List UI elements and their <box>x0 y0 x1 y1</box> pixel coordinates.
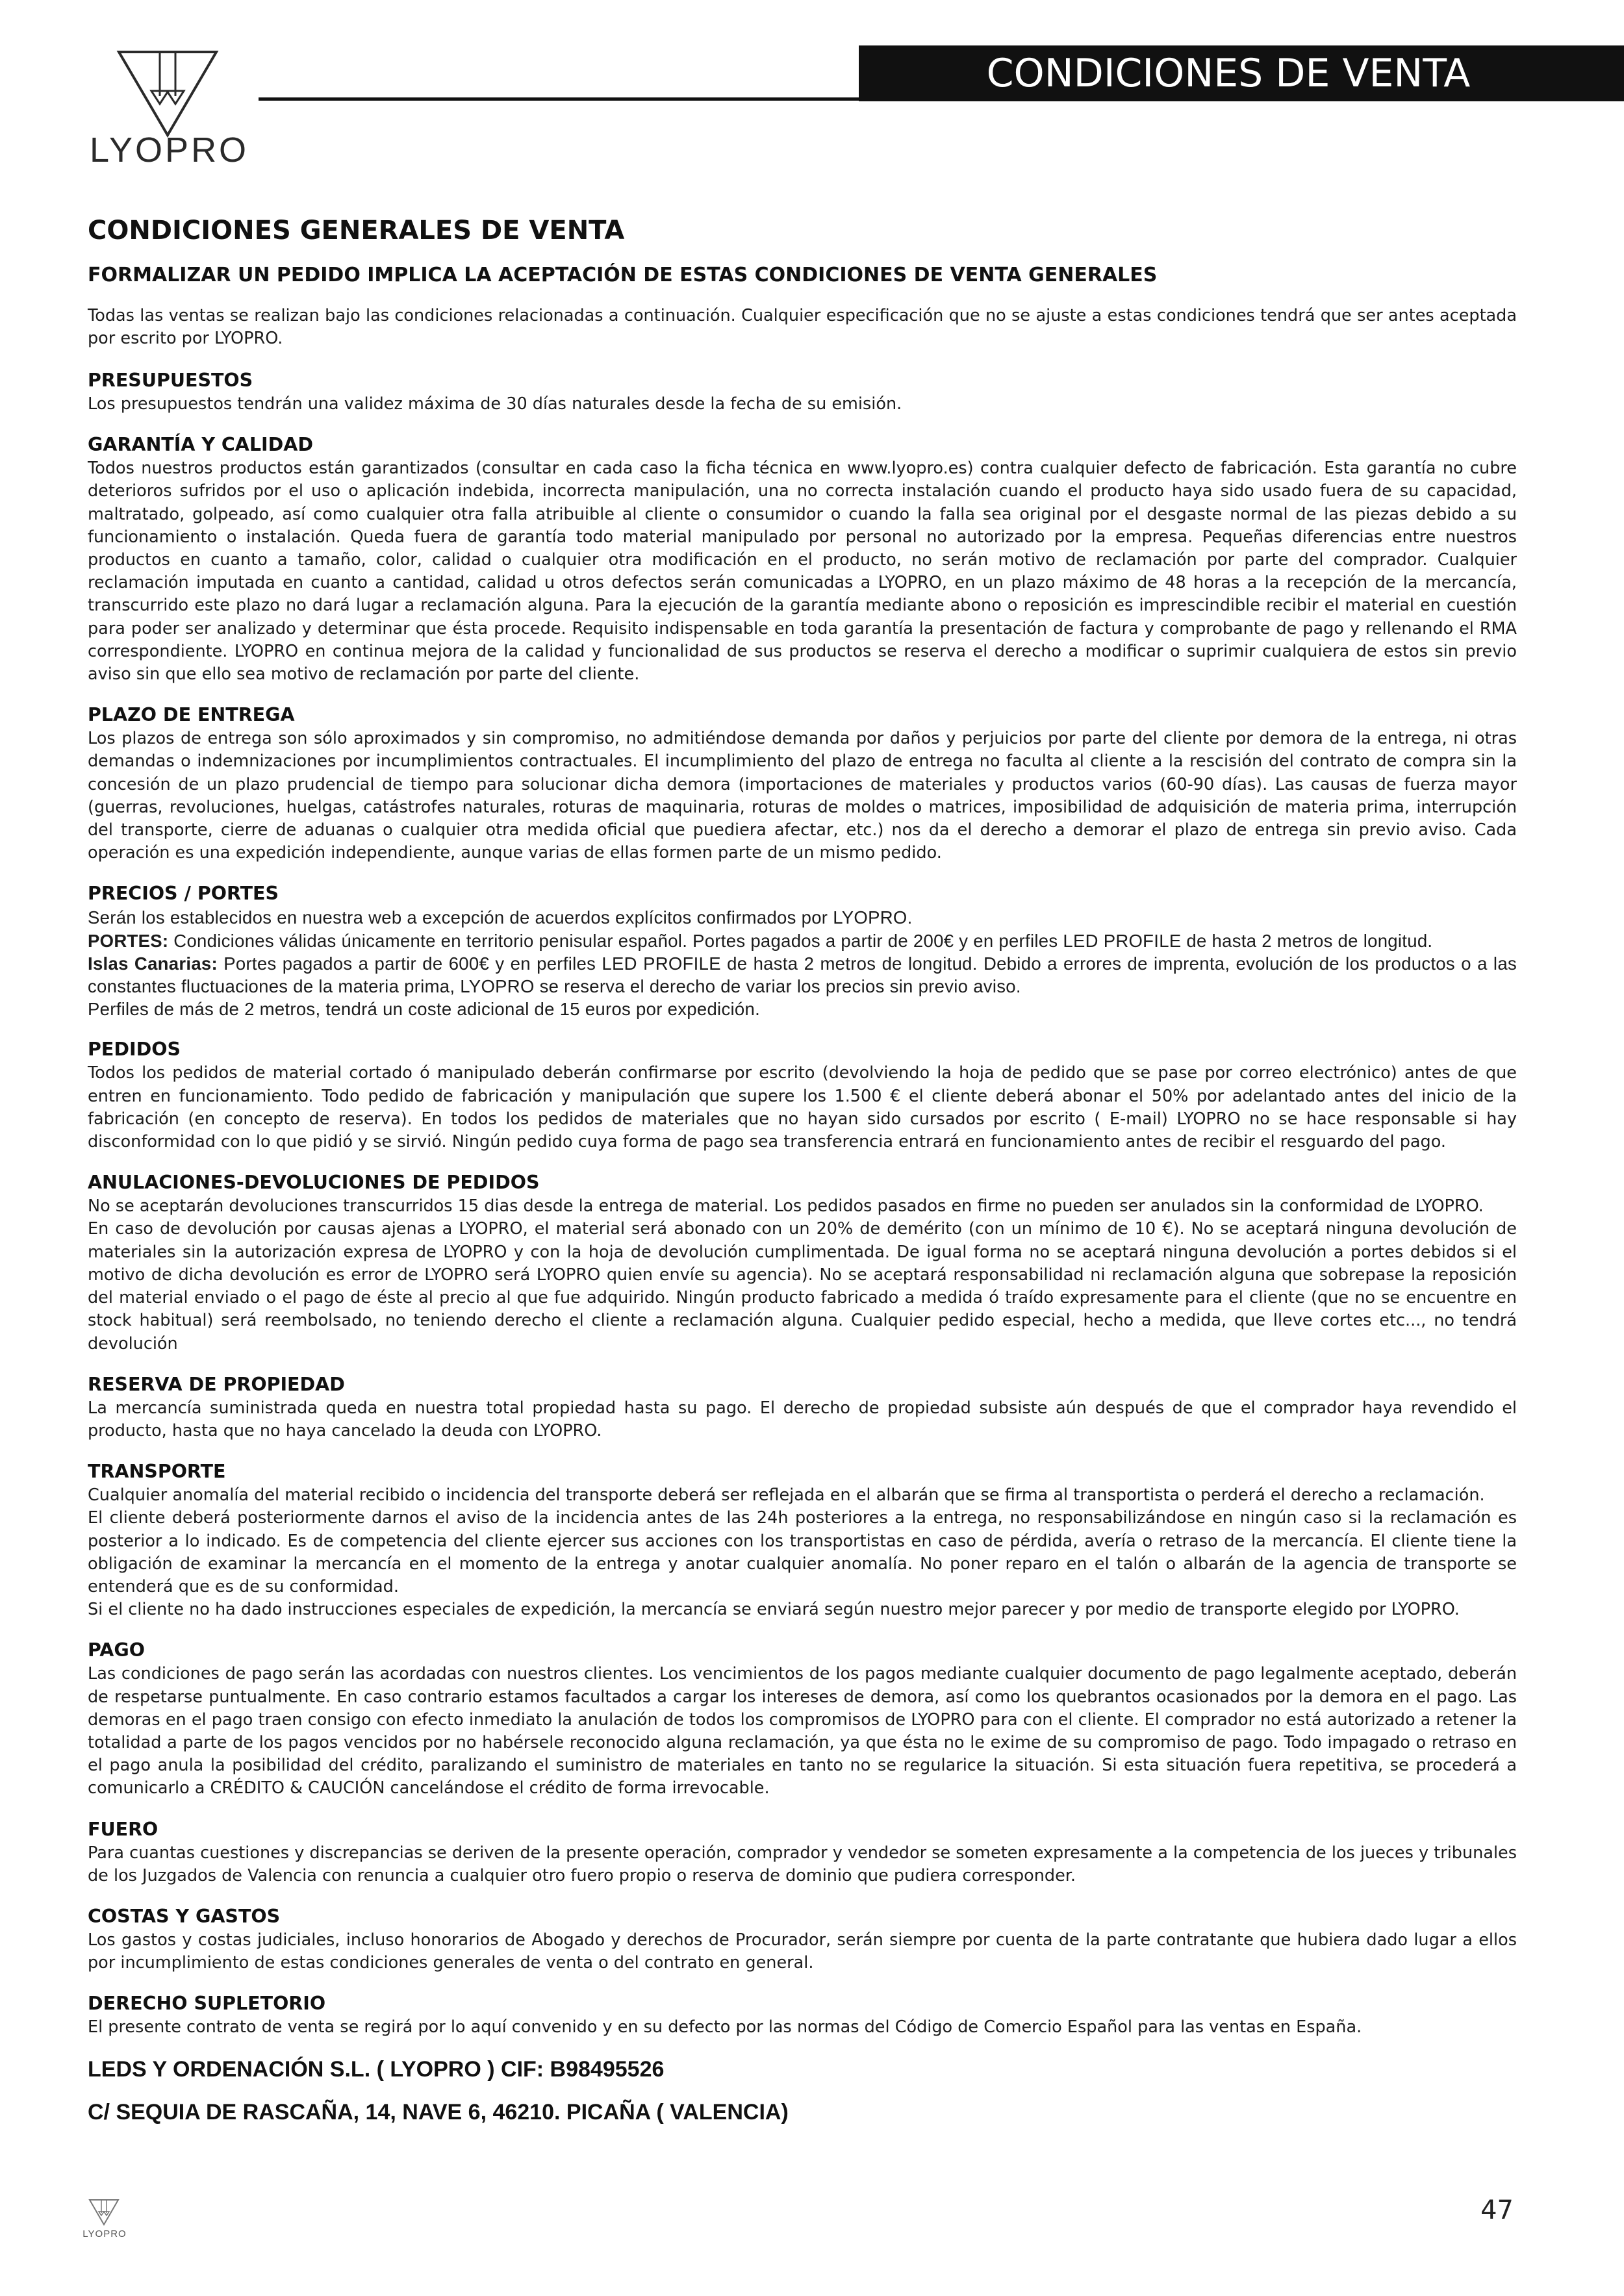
section-text: No se aceptarán devoluciones transcurridos 15 dias desde la entrega de material. Los pedidos pasados en firme no pueden ser anulados sin la conformidad de LYOPRO. <box>88 1196 1484 1217</box>
section-heading: PLAZO DE ENTREGA <box>88 704 295 726</box>
section-pago <box>88 1638 1517 1800</box>
section-costas-gastos <box>88 1904 1517 1974</box>
section-heading: ANULACIONES-DEVOLUCIONES DE PEDIDOS <box>88 1172 540 1194</box>
section-heading: PEDIDOS <box>88 1039 181 1061</box>
canarias-label: Islas Canarias: <box>88 953 218 974</box>
section-text: Perfiles de más de 2 metros, tendrá un coste adicional de 15 euros por expedición. <box>88 999 761 1020</box>
section-text: Los presupuestos tendrán una validez máxima de 30 días naturales desde la fecha de su emisión. <box>88 394 902 414</box>
section-fuero <box>88 1817 1517 1887</box>
section-plazo-entrega <box>88 703 1517 864</box>
section-text: El cliente deberá posteriormente darnos el aviso de la incidencia antes de las 24h posteriores a la entrega, no responsabilizándose en ningún caso si la reclamación es posterior a lo indicado. Es de competencia del cliente ejercer sus acciones con los transportistas en caso de pérdida, avería o retraso de la mercancía. El cliente tiene la obligación de examinar la mercancía en el momento de la entrega y anotar cualquier anomalía. No poner reparo en el talón o albarán de la agencia de transporte se entenderá que es de su conformidad. <box>88 1508 1517 1596</box>
main-title: CONDICIONES GENERALES DE VENTA <box>88 216 625 246</box>
company-address: C/ SEQUIA DE RASCAÑA, 14, NAVE 6, 46210. PICAÑA ( VALENCIA) <box>88 2099 789 2125</box>
section-heading: TRANSPORTE <box>88 1461 226 1483</box>
logo-wordmark: LYOPRO <box>90 131 249 170</box>
section-anulaciones <box>88 1170 1517 1355</box>
section-text: Las condiciones de pago serán las acordadas con nuestros clientes. Los vencimientos de los pagos mediante cualquier documento de pago legalmente aceptado, deberán de respetarse puntualmente. En caso contrario estamos facultados a cargar los intereses de demora, así como los quebrantos ocasionados por la demora en el pago. Las demoras en el pago traen consigo con efecto inmediato la anulación de todos los compromisos de LYOPRO para con el cliente. El comprador no está autorizado a retener la totalidad a parte de los pagos vencidos por no habérsele reconocido alguna reclamación, ya que ésta no le exime de su compromiso de pago. Todo impagado o retraso en el pago anula la posibilidad del crédito, paralizando el suministro de materiales en tanto no se regularice la situación. Si esta situación fuera repetitiva, se procederá a comunicarlo a CRÉDITO & CAUCIÓN cancelándose el crédito de forma irrevocable. <box>88 1664 1517 1798</box>
section-text: Para cuantas cuestiones y discrepancias se deriven de la presente operación, comprador y vendedor se someten expresamente a la competencia de los jueces y tribunales de los Juzgados de Valencia con renuncia a cualquier otro fuero propio o reserva de dominio que pudiera corresponder. <box>88 1843 1517 1886</box>
section-heading: DERECHO SUPLETORIO <box>88 1993 326 2015</box>
section-heading: PRECIOS / PORTES <box>88 883 279 905</box>
portes-text: Condiciones válidas únicamente en territorio penisular español. Portes pagados a partir de 200€ y en perfiles LED PROFILE de hasta 2 metros de longitud. <box>168 930 1433 951</box>
section-text: Todos nuestros productos están garantizados (consultar en cada caso la ficha técnica en www.lyopro.es) contra cualquier defecto de fabricación. Esta garantía no cubre deterioros sufridos por el uso o aplicación indebida, incorrecta manipulación, una no correcta instalación cuando el producto haya sido usado fuera de su capacidad, maltratado, golpeado, así como cualquier otra falla atribuible al cliente o consumidor o cuando la falla sea original por el desgaste normal de las piezas debido a su funcionamiento o instalación. Queda fuera de garantía todo material manipulado por personal no autorizado por la empresa. Pequeñas diferencias entre nuestros productos en cuanto a tamaño, color, calidad o cualquier otra modificación en el producto, no serán motivo de reclamación por parte del comprador. Cualquier reclamación imputada en cuanto a cantidad, calidad u otros defectos serán comunicadas a LYOPRO, en un plazo máximo de 48 horas a la recepción de la mercancía, transcurrido este plazo no dará lugar a reclamación alguna. Para la ejecución de la garantía mediante abono o reposición es imprescindible recibir el material en cuestión para poder ser analizado y determinar que ésta procede. Requisito indispensable en toda garantía la presentación de factura y comprobante de pago y rellenando el RMA correspondiente. LYOPRO en continua mejora de la calidad y funcionalidad de sus productos se reserva el derecho a modificar o suprimir cualquiera de estos sin previo aviso sin que ello sea motivo de reclamación por parte del cliente. <box>88 459 1517 685</box>
section-text: Serán los establecidos en nuestra web a excepción de acuerdos explícitos confirmados por LYOPRO. <box>88 907 913 928</box>
footer-wordmark: LYOPRO <box>82 2228 127 2239</box>
section-text: El presente contrato de venta se regirá por lo aquí convenido y en su defecto por las normas del Código de Comercio Español para las ventas en España. <box>88 2017 1362 2037</box>
document-body <box>88 216 1517 2125</box>
section-heading: PRESUPUESTOS <box>88 370 253 391</box>
section-text: Los gastos y costas judiciales, incluso honorarios de Abogado y derechos de Procurador, serán siempre por cuenta de la parte contratante que hubiera dado lugar a ellos por incumplimiento de estas condiciones generales de venta o del contrato en general. <box>88 1930 1517 1973</box>
portes-label: PORTES: <box>88 930 169 951</box>
canarias-text: Portes pagados a partir de 600€ y en perfiles LED PROFILE de hasta 2 metros de longitud. Debido a errores de imprenta, evolución de los productos o a las constantes fluctuaciones de la materia prima, LYOPRO se reserva el derecho de variar los precios sin previo aviso. <box>88 953 1517 997</box>
section-derecho-supletorio <box>88 1991 1517 2039</box>
subtitle: FORMALIZAR UN PEDIDO IMPLICA LA ACEPTACIÓN DE ESTAS CONDICIONES DE VENTA GENERALES <box>88 264 1158 286</box>
section-text: Cualquier anomalía del material recibido o incidencia del transporte deberá ser reflejada en el albarán que se firma al transportista o perderá el derecho a reclamación. <box>88 1485 1485 1506</box>
section-text: Si el cliente no ha dado instrucciones especiales de expedición, la mercancía se enviará según nuestro mejor parecer y por medio de transporte elegido por LYOPRO. <box>88 1600 1460 1620</box>
page-number: 47 <box>1480 2195 1514 2225</box>
section-pedidos <box>88 1037 1517 1154</box>
section-text: Todos los pedidos de material cortado ó manipulado deberán confirmarse por escrito (devolviendo la hoja de pedido que se pase por correo electrónico) antes de que entren en funcionamiento. Todo pedido de fabricación y manipulación que supere los 1.500 € el cliente deberá abonar el 50% por adelantado antes del inicio de la fabricación (en concepto de reserva). En todos los pedidos de materiales que no hayan sido cursados por escrito ( E-mail) LYOPRO no se hace responsable si hay disconformidad con lo que pidió y se sirvió. Ningún pedido cuya forma de pago sea transferencia entrará en funcionamiento antes de recibir el resguardo del pago. <box>88 1063 1517 1152</box>
section-transporte <box>88 1459 1517 1621</box>
page-title: CONDICIONES DE VENTA <box>986 51 1471 96</box>
company-name-cif: LEDS Y ORDENACIÓN S.L. ( LYOPRO ) CIF: B98495526 <box>88 2056 665 2082</box>
section-text: La mercancía suministrada queda en nuestra total propiedad hasta su pago. El derecho de propiedad subsiste aún después de que el comprador haya revendido el producto, hasta que no haya cancelado la deuda con LYOPRO. <box>88 1398 1517 1441</box>
intro-paragraph: Todas las ventas se realizan bajo las condiciones relacionadas a continuación. Cualquier especificación que no se ajuste a estas condiciones tendrá que ser antes aceptada por escrito por LYOPRO. <box>88 306 1517 348</box>
section-heading: FUERO <box>88 1818 159 1840</box>
section-text: Los plazos de entrega son sólo aproximados y sin compromiso, no admitiéndose demanda por daños y perjuicios por parte del cliente por demora de la entrega, ni otras demandas o indemnizaciones por incumplimientos contractuales. El incumplimiento del plazo de entrega no faculta al cliente a la rescisión del contrato de compra sin la concesión de un plazo prudencial de tiempo para solucionar dicha demora (importaciones de materiales y productos varios (60-90 días). Las causas de fuerza mayor (guerras, revoluciones, huelgas, catástrofes naturales, roturas de maquinaria, roturas de moldes o matrices, imposibilidad de adquisición de materia prima, interrupción del transporte, cierre de aduanas o cualquier otra medida oficial que puediera afectar, etc.) nos da el derecho a demorar el plazo de entrega sin previo aviso. Cada operación es una expedición independiente, aunque varias de ellas formen parte de un mismo pedido. <box>88 729 1517 863</box>
section-precios-portes <box>88 881 1517 1020</box>
section-heading: RESERVA DE PROPIEDAD <box>88 1373 345 1395</box>
section-presupuestos <box>88 368 1517 416</box>
section-garantia <box>88 433 1517 686</box>
portes-paragraph <box>88 929 1517 952</box>
section-heading: PAGO <box>88 1639 145 1661</box>
section-reserva-propiedad <box>88 1372 1517 1443</box>
section-heading: COSTAS Y GASTOS <box>88 1905 281 1927</box>
canarias-paragraph <box>88 952 1517 998</box>
section-text: En caso de devolución por causas ajenas a LYOPRO, el material será abonado con un 20% de demérito (con un mínimo de 10 €). No se aceptará ninguna devolución de materiales sin la autorización expresa de LYOPRO y con la hoja de devolución cumplimentada. De igual forma no se aceptará ninguna devolución a portes debidos si el motivo de dicha devolución es error de LYOPRO será LYOPRO quien envíe su agencia). No se aceptará responsabilidad ni reclamación alguna que sobrepase la reposición del material enviado o el pago de éste al precio al que fue adquirido. Ningún producto fabricado a medida ó traído expresamente para el cliente (que no se encuentre en stock habitual) será reembolsado, no teniendo derecho el cliente a reclamación alguna. Cualquier pedido especial, hecho a medida, que lleve cortes etc..., no tendrá devolución <box>88 1219 1517 1354</box>
section-heading: GARANTÍA Y CALIDAD <box>88 434 313 456</box>
